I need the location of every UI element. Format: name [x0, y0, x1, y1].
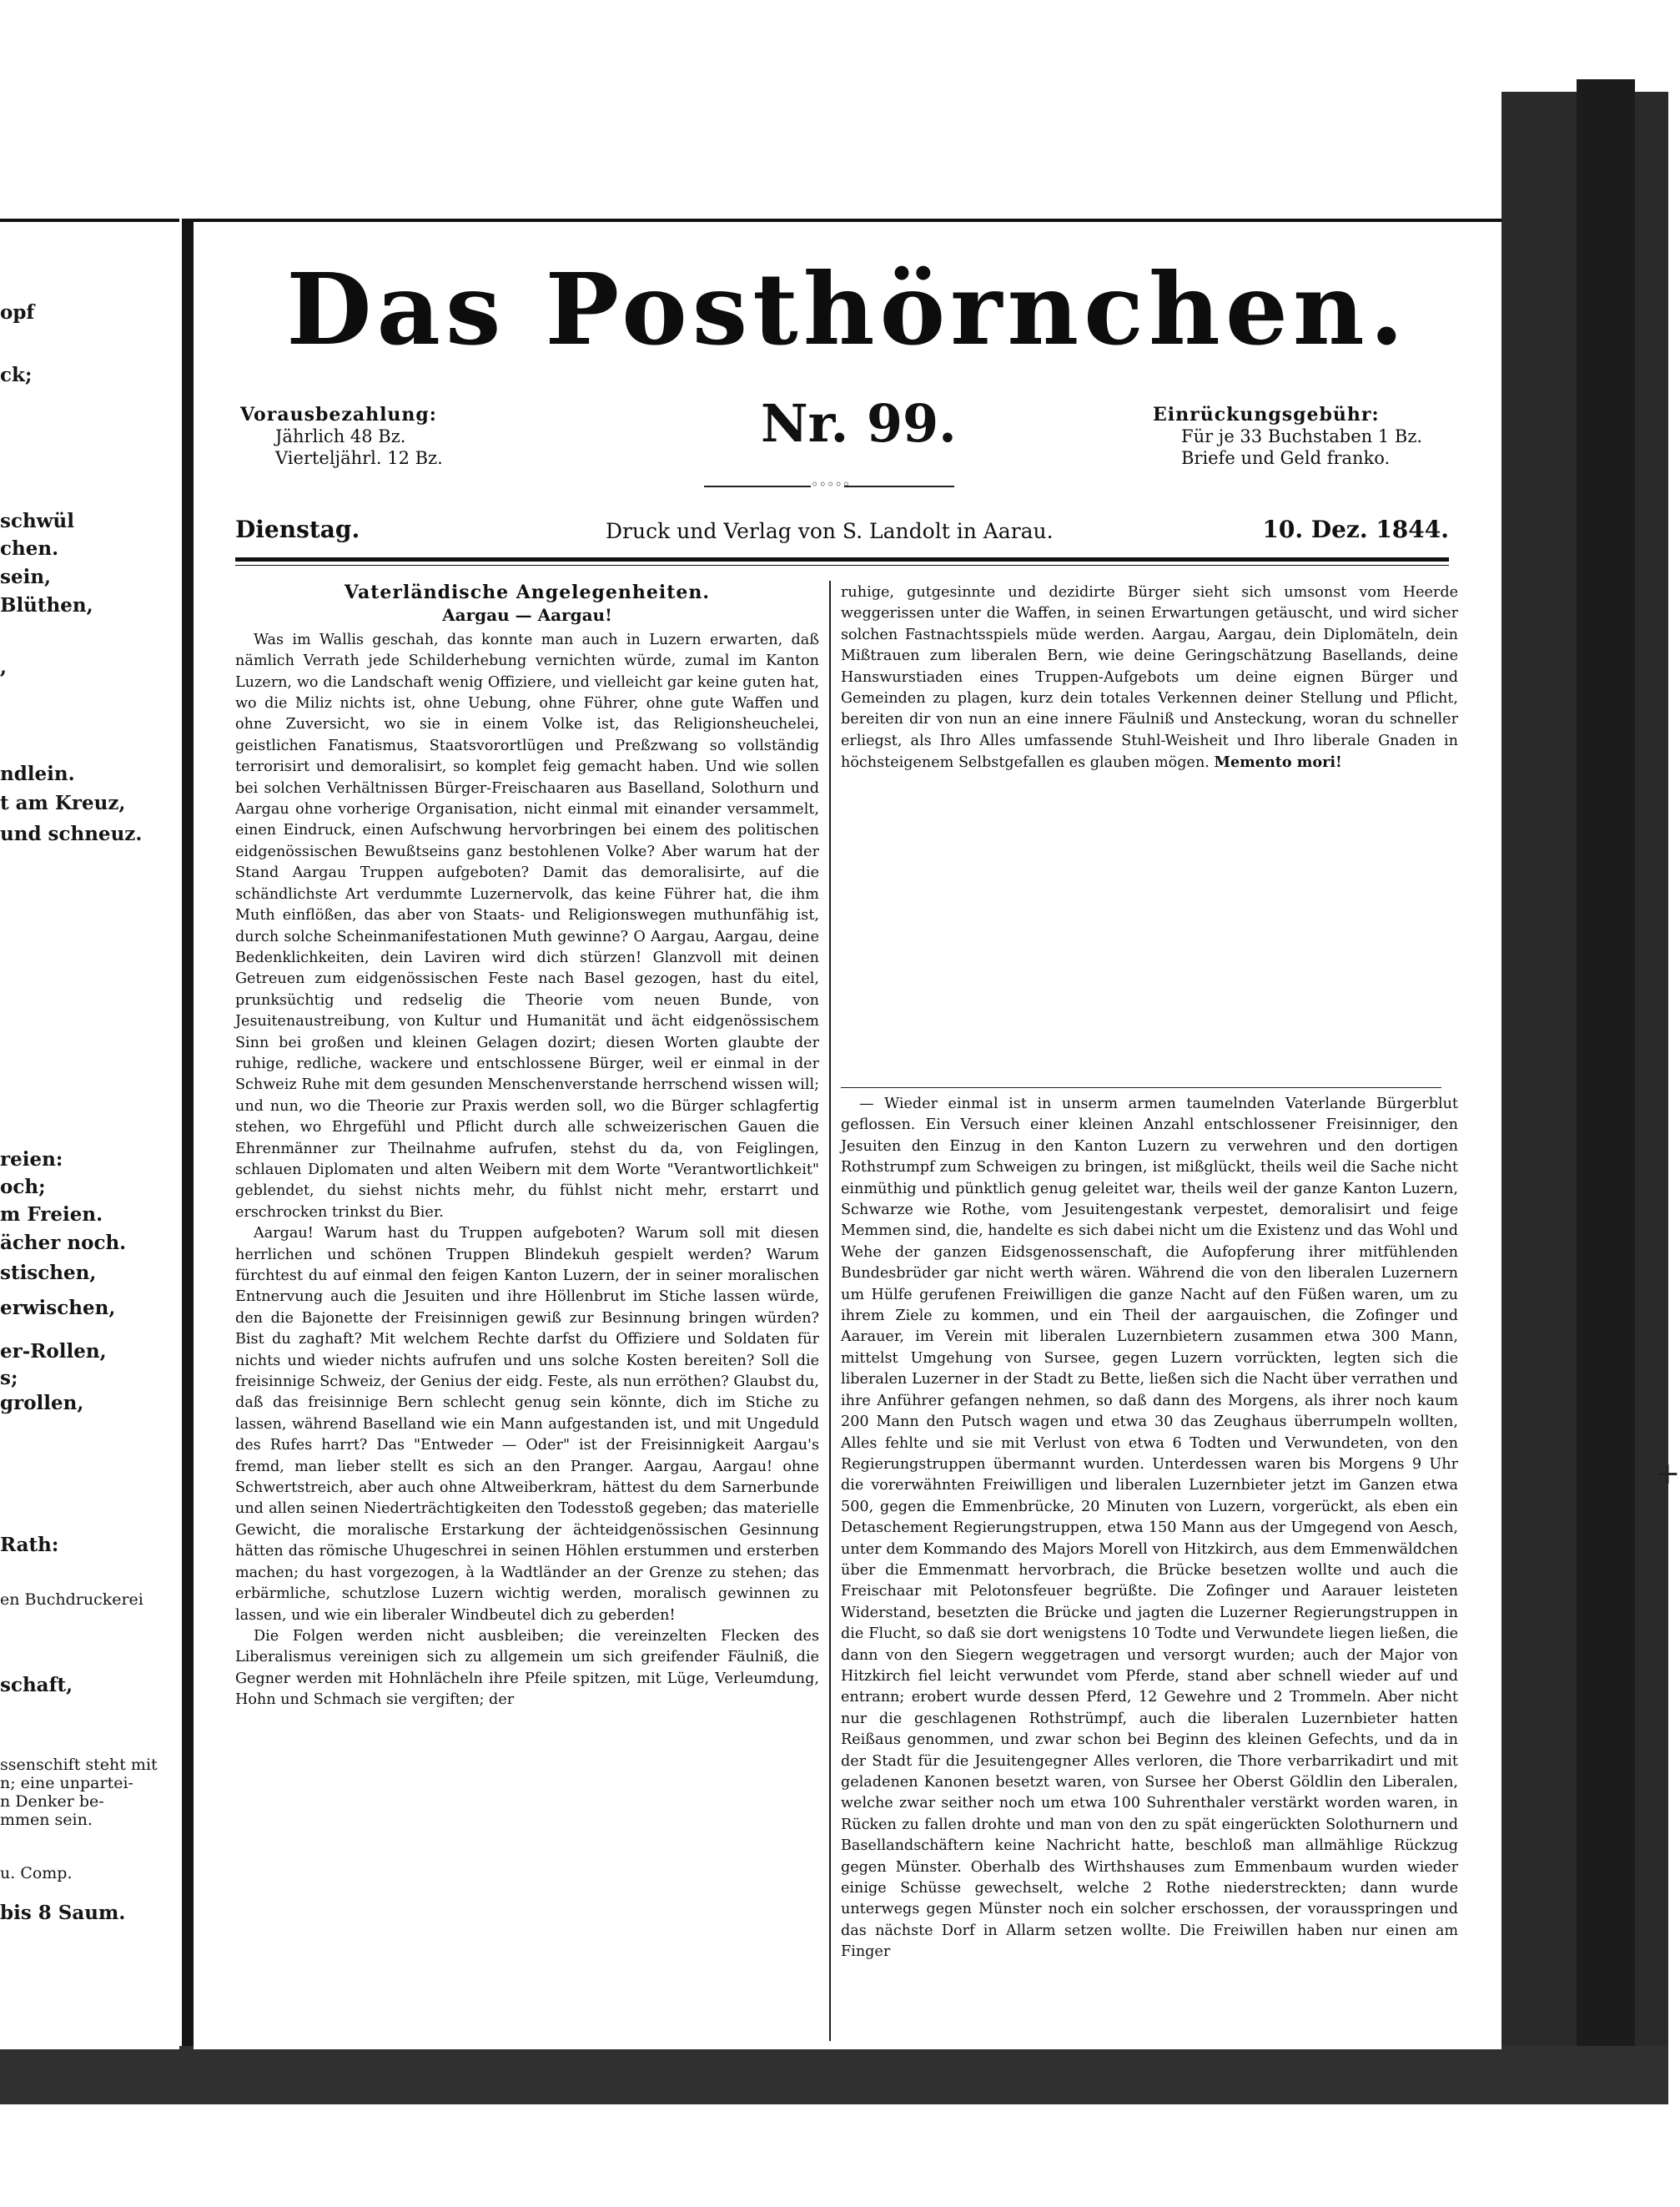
left-fragment: Rath:: [0, 1534, 59, 1556]
prepay-quarterly: Vierteljährl. 12 Bz.: [275, 448, 443, 468]
left-fragment: ck;: [0, 364, 33, 386]
left-fragment: en Buchdruckerei: [0, 1590, 143, 1609]
previous-page-fragment: [0, 219, 179, 2049]
book-edge-shadow: [1577, 79, 1635, 2182]
scan-margin-bottom: [0, 2104, 1668, 2207]
left-fragment: sein,: [0, 566, 52, 588]
prepay-heading: Vorausbezahlung:: [240, 404, 437, 426]
left-fragment: ssenschift steht mit: [0, 1756, 158, 1774]
left-fragment: schwül: [0, 510, 74, 532]
article-column-left: [235, 582, 819, 1711]
left-fragment: opf: [0, 301, 35, 324]
left-fragment: er-Rollen,: [0, 1340, 107, 1363]
masthead-title: Das Posthörnchen.: [286, 251, 1409, 367]
imprint: Druck und Verlag von S. Landolt in Aarau.: [606, 519, 1054, 543]
issue-number: Nr. 99.: [761, 393, 957, 454]
page-gutter: [182, 219, 194, 2046]
subscription-box: [240, 404, 624, 469]
fee-line: Briefe und Geld franko.: [1181, 448, 1391, 468]
left-fragment: n; eine unpartei-: [0, 1774, 133, 1792]
header-rule-thin: [235, 565, 1449, 566]
newspaper-page: [194, 219, 1680, 2049]
left-fragment: erwischen,: [0, 1297, 116, 1319]
prepay-yearly: Jährlich 48 Bz.: [275, 426, 406, 446]
header-rule: [235, 557, 1449, 562]
left-fragment: och;: [0, 1176, 46, 1198]
left-fragment: Blüthen,: [0, 594, 93, 617]
left-fragment: und schneuz.: [0, 823, 143, 845]
article-separator: [841, 1087, 1441, 1088]
fee-line: Für je 33 Buchstaben 1 Bz.: [1181, 426, 1423, 446]
left-fragment: s;: [0, 1367, 18, 1389]
article-subtitle: Aargau — Aargau!: [442, 605, 612, 626]
section-title: Vaterländische Angelegenheiten.: [344, 582, 711, 603]
left-fragment: ,: [0, 656, 8, 678]
left-fragment: mmen sein.: [0, 1811, 93, 1829]
left-fragment: u. Comp.: [0, 1864, 73, 1882]
left-fragment: ächer noch.: [0, 1232, 127, 1254]
memento-mori: Memento mori!: [1214, 753, 1342, 772]
article-paragraph: Aargau! Warum hast du Truppen aufgeboten? Warum soll mit diesen herrlichen und schönen Truppen Blindekuh gespielt werden? Warum fürchtest du auf einmal den feigen Kanton Luzern, der in seiner moralischen Entnervung auch die Jesuiten und ihre Höllenbrut im Stiche lassen würde, den die Bajonette der Freisinnigen gewiß zur Besinnung bringen würden? Bist du zaghaft? Mit welchem Rechte darfst du Offiziere und Soldaten für nichts und wieder nichts aufrufen und uns solche Kosten bereiten? Soll die freisinnige Schweiz, der Genius der eidg. Feste, als nun erröthen? Glaubst du, daß das freisinnige Bern schlecht genug sein könnte, dich im Stiche zu lassen, während Baselland wie ein Mann aufgestanden ist, und mit Ungeduld des Rufes harrt? Das "Entweder — Oder" ist der Freisinnigkeit Aargau's fremd, man lieber stellt es sich an den Pranger. Aargau, Aargau! ohne Schwertstreich, aber auch ohne Altweiberkram, hättest du dem Sarnerbunde und allen seinen Niederträchtigkeiten den Todesstoß gegeben; das materielle Gewicht, die moralische Erstarkung der ächteidgenössischen Gesinnung hätten das römische Uhugeschrei in seinen Höhlen erstummen und ersterben machen; du hast vorgezogen, à la Wadtländer an der Grenze zu stehen; das erbärmliche, schutzlose Luzern wichtig werden, moralisch gewinnen zu lassen, und wie ein liberaler Windbeutel dich zu geberden!: [235, 1225, 819, 1624]
continuation-text: ruhige, gutgesinnte und dezidirte Bürger sieht sich umsonst vom Heerde weggerissen unter die Waffen, in seinen Erwartungen getäuscht, und wird sicher solchen Fastnachtsspiels müde werden. Aargau, Aargau, dein Diplomäteln, dein Mißtrauen zum liberalen Bern, wie deine Geringschätzung Basellands, deine Hanswurstiaden eines Truppen-Aufgebots um deine eignen Bürger und Gemeinden zu plagen, kurz dein totales Verkennen deiner Stellung und Pflicht, bereiten dir von nun an eine innere Fäulniß und Ansteckung, woran du schneller erliegst, als Ihro Alles umfassende Stuhl-Weisheit und Ihro liberale Gnaden in höchsteigenem Selbstgefallen es glauben mögen.: [841, 584, 1458, 772]
article-column-right-second: [841, 1094, 1458, 1963]
column-divider: [829, 581, 831, 2041]
left-fragment: grollen,: [0, 1392, 84, 1414]
left-fragment: schaft,: [0, 1674, 73, 1696]
left-fragment: bis 8 Saum.: [0, 1902, 126, 1924]
left-fragment: n Denker be-: [0, 1792, 104, 1811]
left-fragment: chen.: [0, 537, 59, 560]
scan-margin-top: [0, 0, 1668, 219]
fee-heading: Einrückungsgebühr:: [1153, 404, 1380, 426]
ornament: ◦◦◦◦◦: [811, 476, 851, 492]
article-continuation: [841, 582, 1458, 774]
left-fragment: ndlein.: [0, 763, 75, 785]
article-paragraph: — Wieder einmal ist in unserm armen taumelnden Vaterlande Bürgerblut geflossen. Ein Versuch einer kleinen Anzahl entschlossener Freisinniger, den Jesuiten den Einzug in den Kanton Luzern zu verwehren und den dortigen Rothstrumpf zum Schweigen zu bringen, ist mißglückt, theils weil die Sache nicht einmüthig und pünktlich genug geleitet war, theils weil der ganze Kanton Luzern, Schwarze wie Rothe, vom Jesuitengestank verpestet, demoralisirt und feige Memmen sind, die, handelte es sich dabei nicht um die Existenz und das Wohl und Wehe der ganzen Eidsgenossenschaft, die Aufopferung ihrer mitfühlenden Bundesbrüder gar nicht werth wären. Während die von den liberalen Luzernern um Hülfe gerufenen Freiwilligen die ganze Nacht auf den Füßen waren, um zu ihrem Ziele zu kommen, und ein Theil der aargauischen, die Zofinger und Aarauer, im Verein mit liberalen Luzernbietern zusammen etwa 300 Mann, mittelst Umgehung von Sursee, gegen Luzern vorrückten, legten sich die liberalen Luzerner in der Stadt zu Bette, ließen sich die Nacht über verrathen und ihre Anführer gefangen nehmen, so daß dann des Morgens, als ihrer noch kaum 200 Mann den Putsch wagen und etwa 30 das Zeughaus überrumpeln wollten, Alles fehlte und sie mit Verlust von etwa 6 Todten und Verwundeten, von den Regierungstruppen übermannt wurden. Unterdessen waren bis Morgens 9 Uhr die vorerwähnten Freiwilligen und liberalen Luzernbieter jetzt im Ganzen etwa 500, gegen die Emmenbrücke, 20 Minuten von Luzern, vorgerückt, als eben ein Detaschement Regierungstruppen, etwa 150 Mann aus der Umgegend von Aesch, unter dem Kommando des Majors Morell von Hitzkirch, aus dem Emmenwäldchen über die Emmenmatt hervorbrach, die Brücke besetzen wollte und auch die Freischaar mit Pelotonsfeuer begrüßte. Die Zofinger und Aarauer leisteten Widerstand, besetzten die Brücke und jagten die Luzerner Regierungstruppen in die Flucht, so daß sie dort wenigstens 10 Todte und Verwundete liegen ließen, die dann von den Siegern weggetragen und versorgt wurden; auch der Major von Hitzkirch fiel leicht verwundet vom Pferde, stand aber schnell wieder auf und entrann; erobert wurde dessen Pferd, 12 Gewehre und 2 Trommeln. Aber nicht nur die geschlagenen Rothstrümpf, auch die liberalen Luzernbieter hatten Reißaus genommen, und zwar schon bei Beginn des kleinen Gefechts, und da in der Stadt für die Jesuitengegner Alles verloren, die Thore verbarrikadirt und mit geladenen Kanonen besetzt waren, von Sursee her Oberst Göldlin den Liberalen, welche zwar seither noch um etwa 100 Suhrenthaler verstärkt worden waren, in Rücken zu fallen drohte und man von den zu spät eingerückten Solothurnern und Basellandschäftern keine Nachricht hatte, beschloß man allmählige Rückzug gegen Münster. Oberhalb des Wirthshauses zum Emmenbaum wurden wieder einige Schüsse gewechselt, welche 2 Rothe niederstreckten; dann wurde unterwegs gegen Münster noch ein solcher erschossen, der vorausspringen und das nächste Dorf in Allarm setzen wollte. Die Freiwillen haben nur einen am Finger: [841, 1096, 1458, 1961]
article-paragraph: Die Folgen werden nicht ausbleiben; die vereinzelten Flecken des Liberalismus vereinigen sich zu allgemein um sich greifender Fäulniß, die Gegner werden mit Hohnlächeln ihre Pfeile spitzen, mit Lüge, Verleumdung, Hohn und Schmach sie vergiften; der: [235, 1627, 819, 1709]
dateline: [235, 516, 1449, 549]
page-bottom-shadow: [0, 2046, 1668, 2104]
issue-date: 10. Dez. 1844.: [1262, 516, 1449, 543]
left-fragment: stischen,: [0, 1262, 97, 1284]
left-fragment: reien:: [0, 1148, 63, 1171]
article-paragraph: Was im Wallis geschah, das konnte man auch in Luzern erwarten, daß nämlich Verrath jede Schilderhebung vernichten würde, zumal im Kanton Luzern, wo die Landschaft wenig Offiziere, und vielleicht gar keine guten hat, wo die Miliz nichts ist, ohne Uebung, ohne Führer, ohne gute Waffen und ohne Zuversicht, wo sie in einem Volke ist, das Religionsheuchelei, geistlichen Fanatismus, Staatsvorortlügen und Preßzwang so vollständig terrorisirt und demoralisirt, so komplet feig gemacht haben. Und wie sollen bei solchen Verhältnissen Bürger-Freischaaren aus Baselland, Solothurn und Aargau ohne vorherige Organisation, nicht einmal mit einander versammelt, einen Eindruck, einen Aufschwung hervorbringen bei einem des politischen eidgenössischen Bewußtseins ganz bestohlenen Volke? Aber warum hat der Stand Aargau Truppen aufgeboten? Damit das demoralisirte, auf die schändlichste Art verdummte Luzernervolk, das keine Führer hat, die ihm Muth einflößen, das aber von Staats- und Religionswegen muthunfähig ist, durch solche Scheinmanifestationen Muth gewinne? O Aargau, Aargau, deine Bedenklichkeiten, dein Laviren wird dich stürzen! Glanzvoll mit deinen Getreuen zum eidgenössischen Feste nach Basel gezogen, hast du eitel, prunksüchtig und redselig die Theorie vom neuen Bunde, von Jesuitenaustreibung, von Kultur und Humanität und ächt eidgenössischem Sinn bei großen und kleinen Gelagen dozirt; diesen Worten glaubte der ruhige, redliche, wackere und entschlossene Bürger, weil er einmal in der Schweiz Ruhe mit dem gesunden Menschenverstande herrschend wissen will; und nun, wo die Theorie zur Praxis werden soll, wo die Bürger schlagfertig stehen, wo Ehrgefühl und Pflicht durch alle schweizerischen Gauen die Ehrenmänner zur Theilnahme aufrufen, stehst du da, von Feiglingen, schlauen Diplomaten und alten Weibern mit dem Worte "Verantwortlichkeit" geblendet, du siehst nichts mehr, du fühlst nicht mehr, erstarrt und erschrocken trinkst du Bier.: [235, 631, 819, 1221]
margin-mark: +: [1655, 1457, 1680, 1491]
weekday: Dienstag.: [235, 516, 360, 543]
article-column-right: [841, 582, 1458, 774]
left-fragment: t am Kreuz,: [0, 792, 126, 814]
insertion-fee-box: [1153, 404, 1495, 469]
left-fragment: m Freien.: [0, 1203, 103, 1226]
